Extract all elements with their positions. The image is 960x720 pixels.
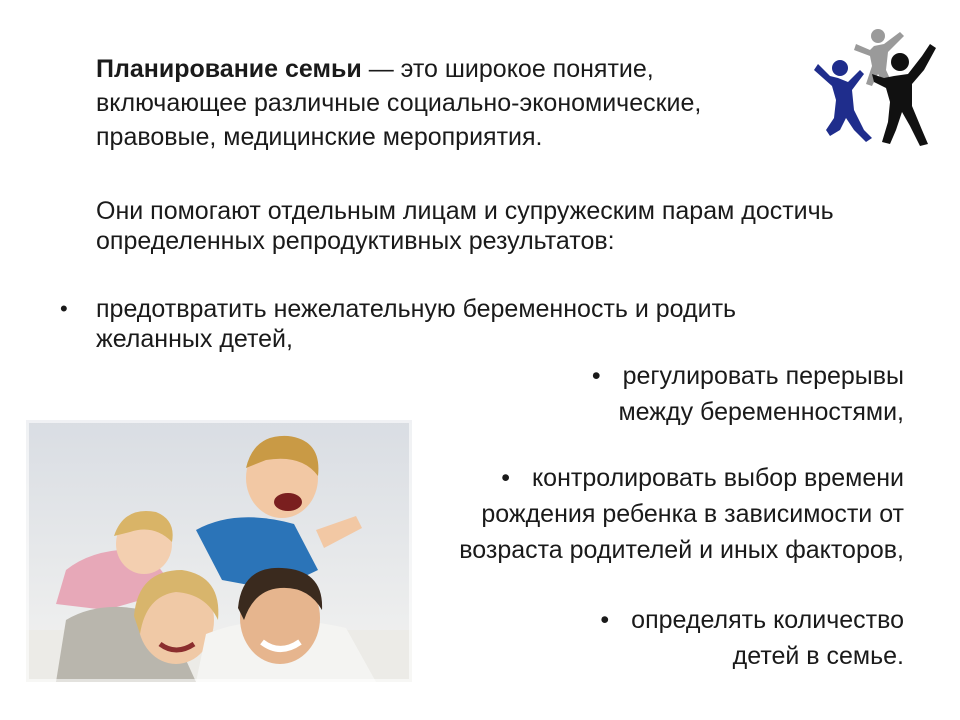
- family-figures-logo-icon: [812, 26, 938, 148]
- bullet-4-line-2: детей в семье.: [732, 642, 904, 670]
- intro-line-1-rest: — это широкое понятие,: [361, 55, 654, 83]
- bullet-item-2: [592, 358, 904, 430]
- term-bold: Планирование семьи: [96, 55, 362, 83]
- bullet-3-line-1: контролировать выбор времени: [531, 464, 904, 492]
- bullet-3-line-3: возраста родителей и иных факторов,: [459, 536, 904, 564]
- paragraph-line-1: Они помогают отдельным лицам и супружеским парам достичь: [96, 197, 834, 225]
- bullet-4-line-1: определять количество: [631, 606, 904, 634]
- bullet-1-line-2: желанных детей,: [96, 325, 293, 353]
- intro-line-3: правовые, медицинские мероприятия.: [96, 123, 543, 151]
- bullet-1-line-1: предотвратить нежелательную беременность и родить: [96, 295, 737, 323]
- bullet-dot-2: •: [591, 362, 601, 390]
- intro-block: [96, 52, 701, 154]
- intro-line-1: [96, 52, 701, 86]
- bullet-dot-3: •: [501, 464, 510, 492]
- bullet-item-4: [600, 602, 904, 674]
- family-photo: [26, 420, 412, 682]
- paragraph-line-2: определенных репродуктивных результатов:: [96, 227, 615, 255]
- paragraph: [96, 196, 834, 256]
- bullet-2-line-2: между беременностями,: [618, 398, 904, 426]
- bullet-item-1: [96, 294, 736, 354]
- bullet-dot-4: •: [600, 606, 610, 634]
- bullet-item-3: [459, 460, 904, 568]
- bullet-2-line-1: регулировать перерывы: [622, 362, 904, 390]
- intro-line-2: включающее различные социально-экономические,: [96, 89, 702, 117]
- bullet-3-line-2: рождения ребенка в зависимости от: [481, 500, 904, 528]
- bullet-dot-1: •: [60, 296, 68, 321]
